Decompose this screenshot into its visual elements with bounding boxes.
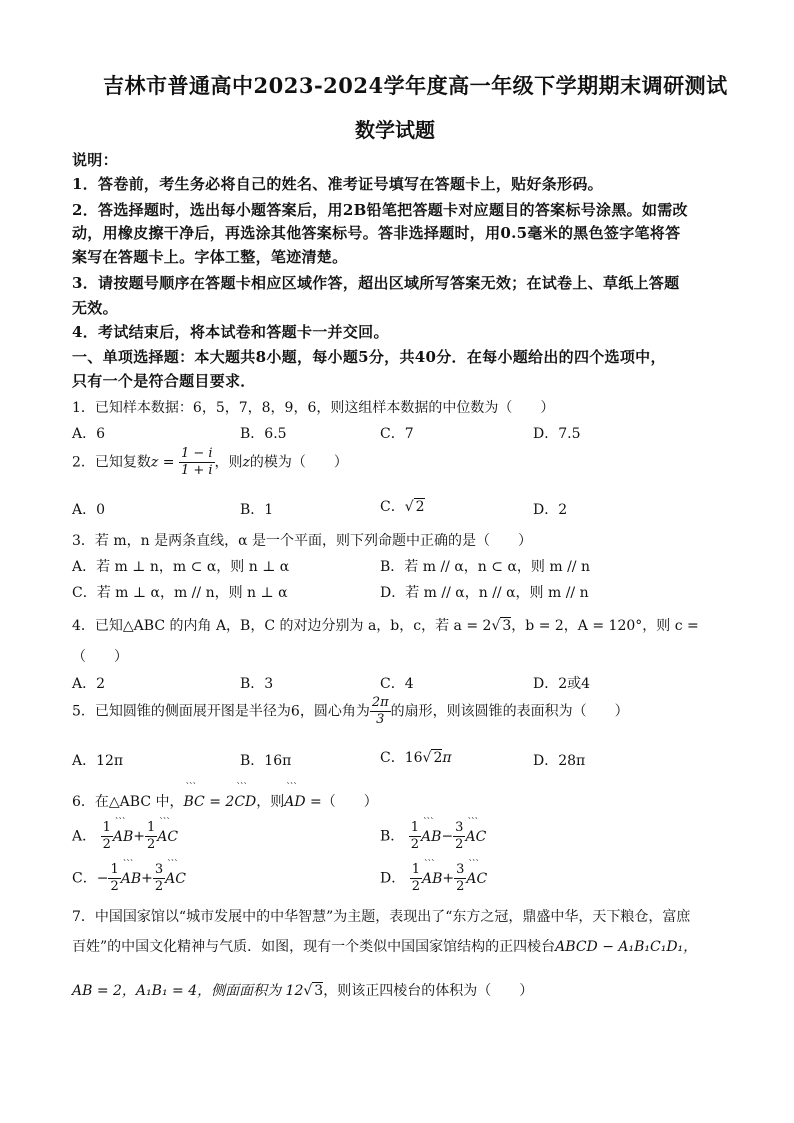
question-2-option-b: B．1 xyxy=(240,502,274,518)
section-heading: 只有一个是符合题目要求． xyxy=(72,372,256,390)
sqrt-icon: √ xyxy=(491,618,501,634)
question-2-option-c: C．√ 2 xyxy=(380,499,425,515)
question-6-option-d: D． $\frac{1}{2}$ ``` AB+ $\frac{3}{2}$ ``` AC xyxy=(380,862,487,895)
question-1-option-b: B．6.5 xyxy=(240,426,287,442)
question-2-option-a: A．0 xyxy=(72,502,106,518)
question-6-option-b: B． $\frac{1}{2}$ ``` AB− $\frac{3}{2}$ ``` AC xyxy=(380,820,486,853)
question-5-option-c: C．16√ 2π xyxy=(380,750,452,766)
section-heading: 一、单项选择题：本大题共8小题，每小题5分，共40分．在每小题给出的四个选项中， xyxy=(72,348,666,366)
fraction: $\frac{2\pi}{3}$ xyxy=(371,695,389,727)
question-3-option-c: C．若 m ⊥ α，m // n，则 n ⊥ α xyxy=(72,585,288,601)
question-3-option-b: B．若 m // α，n ⊂ α，则 m // n xyxy=(380,559,590,575)
question-2-stem: 2．已知复数z = $\frac{1 - i}{1 + i}$ ，则z的模为（ ） xyxy=(72,446,348,478)
instruction-line: 案写在答题卡上。字体工整，笔迹清楚。 xyxy=(72,248,348,266)
fraction: $\frac{1 - i}{1 + i}$ xyxy=(180,446,213,478)
question-4-stem: 4．已知△ABC 的内角 A，B，C 的对边分别为 a，b，c，若 a = 2√ 3，b = 2，A = 120°，则 c = xyxy=(72,618,699,634)
sqrt-icon: √ xyxy=(422,750,432,766)
instruction-line: 2．答选择题时，选出每小题答案后，用2B铅笔把答题卡对应题目的答案标号涂黑。如需改 xyxy=(72,201,688,219)
instruction-line: 1．答卷前，考生务必将自己的姓名、准考证号填写在答题卡上，贴好条形码。 xyxy=(72,175,603,193)
question-7-line: 百姓”的中国文化精神与气质．如图，现有一个类似中国国家馆结构的正四棱台ABCD − A₁B₁C₁D₁， xyxy=(72,939,698,955)
sqrt-icon: √ xyxy=(404,499,414,515)
question-6-option-c: C．− $\frac{1}{2}$ ``` AB+ $\frac{3}{2}$ ``` AC xyxy=(72,862,186,895)
instruction-line: 无效。 xyxy=(72,299,118,317)
question-1-option-c: C．7 xyxy=(380,426,414,442)
question-7-line: 7．中国国家馆以“城市发展中的中华智慧”为主题，表现出了“东方之冠，鼎盛中华，天下粮仓，富庶 xyxy=(72,909,691,925)
question-1-stem: 1．已知样本数据：6，5，7，8，9，6，则这组样本数据的中位数为（ ） xyxy=(72,400,555,416)
question-5-option-d: D．28π xyxy=(533,753,586,769)
page-title: 吉林市普通高中2023-2024学年度高一年级下学期期末调研测试 xyxy=(103,73,728,98)
question-6-option-a: A． $\frac{1}{2}$ ``` AB+ $\frac{1}{2}$ ``` AC xyxy=(72,820,178,853)
instructions-label: 说明： xyxy=(72,151,118,169)
instruction-line: 3．请按题号顺序在答题卡相应区域作答，超出区域所写答案无效；在试卷上、草纸上答题 xyxy=(72,274,680,292)
question-3-stem: 3．若 m，n 是两条直线，α 是一个平面，则下列命题中正确的是（ ） xyxy=(72,533,533,549)
question-7-line: AB = 2，A₁B₁ = 4，侧面面积为 12√ 3，则该正四棱台的体积为（ ） xyxy=(72,983,534,999)
question-1-option-d: D．7.5 xyxy=(533,426,581,442)
question-5-stem: 5．已知圆锥的侧面展开图是半径为6，圆心角为 $\frac{2\pi}{3}$ 的扇形，则该圆锥的表面积为（ ） xyxy=(72,695,629,727)
question-4-option-a: A．2 xyxy=(72,676,106,692)
question-4-paren: （ ） xyxy=(72,649,128,665)
question-3-option-d: D．若 m // α，n // α，则 m // n xyxy=(380,585,589,601)
sqrt-icon: √ xyxy=(303,983,313,999)
question-3-option-a: A．若 m ⊥ n，m ⊂ α，则 n ⊥ α xyxy=(72,559,290,575)
question-4-option-b: B．3 xyxy=(240,676,274,692)
question-5-option-a: A．12π xyxy=(72,753,124,769)
question-4-option-c: C．4 xyxy=(380,676,414,692)
instruction-line: 4．考试结束后，将本试卷和答题卡一并交回。 xyxy=(72,323,389,341)
question-2-option-d: D．2 xyxy=(533,502,568,518)
question-6-stem: 6．在△ABC 中，``` BC = 2``` CD，则``` AD =（ ） xyxy=(72,791,378,811)
instruction-line: 动，用橡皮擦干净后，再选涂其他答案标号。答非选择题时，用0.5毫米的黑色签字笔将答 xyxy=(72,224,681,242)
question-1-option-a: A．6 xyxy=(72,426,106,442)
page-subtitle: 数学试题 xyxy=(355,118,435,142)
question-5-option-b: B．16π xyxy=(240,753,292,769)
question-4-option-d: D．2或4 xyxy=(533,676,591,692)
